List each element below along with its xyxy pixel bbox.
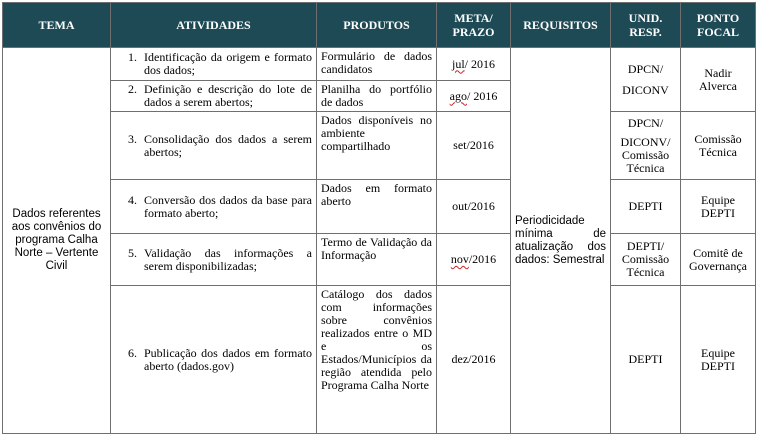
meta-cell: dez/2016 — [437, 286, 511, 434]
meta-cell: out/2016 — [437, 180, 511, 234]
header-meta-prazo: META/ PRAZO — [437, 3, 511, 48]
tema-cell: Dados referentes aos convênios do programa Calha Norte – Vertente Civil — [3, 48, 111, 434]
product-cell: Dados disponíveis no ambiente compartilhado — [317, 112, 437, 180]
table-row — [3, 180, 756, 234]
header-ponto-focal: PONTO FOCAL — [681, 3, 756, 48]
requisitos-cell: Periodicidade mínima de atualização dos dados: Semestral — [511, 48, 611, 434]
unid-resp-cell: DEPTI — [611, 286, 681, 434]
unid-resp-cell: DEPTI/ Comissão Técnica — [611, 234, 681, 286]
table-row — [3, 286, 756, 434]
header-tema: TEMA — [3, 3, 111, 48]
table-row — [3, 48, 756, 81]
ponto-focal-cell: Comitê de Governança — [681, 234, 756, 286]
ponto-focal-cell: Nadir Alverca — [681, 48, 756, 112]
unid-resp-cell: DEPTI — [611, 180, 681, 234]
unid-resp-cell: DPCN/ DICONV/ Comissão Técnica — [611, 112, 681, 180]
activity-cell: 1. Identificação da origem e formato dos dados; — [111, 48, 317, 81]
header-unid-resp: UNID. RESP. — [611, 3, 681, 48]
action-plan-table — [2, 2, 756, 434]
product-cell: Dados em formato aberto — [317, 180, 437, 234]
activity-cell: 6. Publicação dos dados em formato aberto (dados.gov) — [111, 286, 317, 434]
activity-cell: 2. Definição e descrição do lote de dados a serem abertos; — [111, 81, 317, 112]
activity-cell: 5. Validação das informações a serem disponibilizadas; — [111, 234, 317, 286]
product-cell: Catálogo dos dados com informações sobre convênios realizados entre o MD e os Estados/Municípios da região atendida pelo Programa Calha Norte — [317, 286, 437, 434]
ponto-focal-cell: Equipe DEPTI — [681, 180, 756, 234]
product-cell: Termo de Validação da Informação — [317, 234, 437, 286]
meta-cell: jul/ 2016 — [437, 48, 511, 81]
product-cell: Planilha do portfólio de dados — [317, 81, 437, 112]
activity-cell: 3. Consolidação dos dados a serem abertos; — [111, 112, 317, 180]
header-produtos: PRODUTOS — [317, 3, 437, 48]
table-row — [3, 112, 756, 180]
ponto-focal-cell: Comissão Técnica — [681, 112, 756, 180]
header-atividades: ATIVIDADES — [111, 3, 317, 48]
meta-cell: nov/2016 — [437, 234, 511, 286]
activity-cell: 4. Conversão dos dados da base para formato aberto; — [111, 180, 317, 234]
meta-cell: set/2016 — [437, 112, 511, 180]
meta-cell: ago/ 2016 — [437, 81, 511, 112]
unid-resp-cell: DPCN/ DICONV — [611, 48, 681, 112]
ponto-focal-cell: Equipe DEPTI — [681, 286, 756, 434]
header-row — [3, 3, 756, 48]
table-row — [3, 234, 756, 286]
header-requisitos: REQUISITOS — [511, 3, 611, 48]
product-cell: Formulário de dados candidatos — [317, 48, 437, 81]
